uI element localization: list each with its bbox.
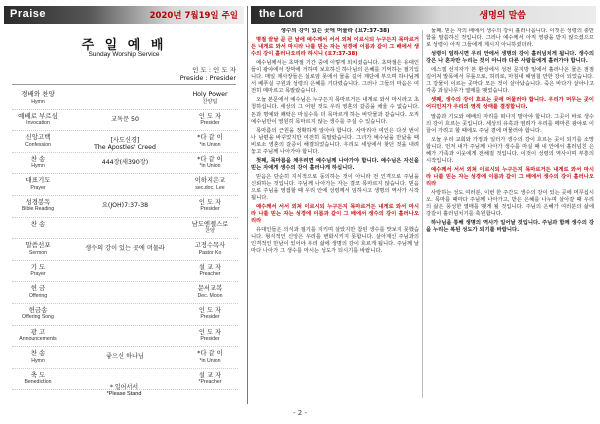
order-label xyxy=(12,91,64,106)
sermon-paragraph: 예수께서 서서 외쳐 이르시되 누구든지 목마르거든 내게로 와서 마시라 나를 믿는 자는 성경에 이름과 같이 그 배에서 생수의 강이 흘러나오리라 xyxy=(426,166,594,187)
stand-note-en: *Please Stand xyxy=(106,391,142,397)
sermon-column-right xyxy=(426,28,594,400)
order-row xyxy=(12,326,238,348)
sermon-paragraph: 목마름의 근원을 정확하게 알아야 합니다. 사마리아 여인은 다섯 번이나 남편을 바꾸었지만 여전히 목말랐습니다. 그녀가 예수님을 만났을 때 비로소 영혼의 갈증이 해결되었습니다. 우리도 세상에서 찾던 것을 내려놓고 주님께 나아가야 합니다. xyxy=(251,127,419,155)
sermon-paragraph: 오늘 본문에서 예수님은 누구든지 목마르거든 내게로 와서 마시라고 초청하십니다. 세상의 그 어떤 것도 우리 영혼의 갈증을 채울 수 없습니다. 돈과 명예와 쾌락은 마실수록 더 목마르게 하는 바닷물과 같습니다. 오직 예수님만이 영원히 목마르지 않는 생수를 주실 수 있습니다. xyxy=(251,97,419,125)
order-label xyxy=(12,285,64,300)
sermon-page xyxy=(251,6,596,406)
lord-label: the Lord xyxy=(259,8,303,20)
order-row xyxy=(12,196,238,218)
order-label-en: Offering xyxy=(28,292,48,299)
order-leader-ko: *다 같 이 xyxy=(197,155,223,163)
order-label xyxy=(12,199,64,214)
order-leader xyxy=(182,350,238,365)
order-leader-en: Presider xyxy=(200,314,220,321)
leader-en: Preside : Presider xyxy=(179,74,236,82)
order-leader-ko: 인 도 자 xyxy=(198,198,222,206)
sermon-paragraph: 둘째, 믿는 자의 배에서 생수의 강이 흘러나옵니다. 이것은 성령의 충만함을 말씀하신 것입니다. 그러나 예수께서 아직 영광을 받지 않으셨으므로 성령이 아직 그들에게 계시지 아니하셨더라. xyxy=(426,28,594,49)
order-label-en: Hymn xyxy=(31,163,45,170)
order-label xyxy=(12,177,64,192)
order-label-en: Offering Song xyxy=(22,314,54,321)
order-label-ko: 찬 송 xyxy=(30,219,46,228)
order-label-ko: 말씀선포 xyxy=(25,241,51,250)
order-row xyxy=(12,174,238,196)
order-label-en: Hymn xyxy=(31,98,45,105)
order-leader xyxy=(182,91,238,106)
order-row xyxy=(12,304,238,326)
order-label xyxy=(12,156,64,171)
order-leader-ko: 설 교 자 xyxy=(198,263,222,271)
order-row xyxy=(12,110,238,132)
order-label-ko: 헌금송 xyxy=(28,305,48,314)
sermon-paragraph: 예수님께서는 초막절 기간 중에 이렇게 외치셨습니다. 초막절은 유대인들이 광야에서 장막에 거하며 보호하신 하나님의 은혜를 기억하는 절기입니다. 매일 제사장들은 실로암 못에서 물을 길어 제단에 부으며 하나님께서 베푸실 구원과 성령의 은혜를 기다렸습니다. 그러나 그들의 마음은 여전히 메마르고 목말랐습니다. xyxy=(251,60,419,95)
order-leader-ko: 인 도 자 xyxy=(198,306,222,314)
order-leader-ko: *다 같 이 xyxy=(197,134,223,142)
praise-label: Praise xyxy=(10,8,47,20)
order-leader xyxy=(182,307,238,322)
page-number: - 2 - xyxy=(293,409,307,417)
order-leader xyxy=(182,221,238,236)
order-content: 좋으신 하나님 xyxy=(106,353,144,361)
order-row xyxy=(12,88,238,110)
order-leader-en: *in Union xyxy=(199,357,221,364)
order-leader-ko: 인 도 자 xyxy=(198,112,222,120)
order-label xyxy=(12,307,64,322)
order-label xyxy=(12,350,64,365)
order-leader-ko: 고정수목사 xyxy=(194,242,226,250)
sermon-paragraph: 사랑하는 성도 여러분, 이번 한 주간도 생수의 강이 있는 곳에 머무십시오. 목마를 때마다 주님께 나아가고, 받은 은혜를 나누며 살아갈 때 우리의 삶은 풍성한 열매를 맺게 될 것입니다. 주님의 은혜가 여러분의 삶에 강같이 흘러넘치기를 축원합니다. xyxy=(426,189,594,218)
order-leader xyxy=(182,329,238,344)
order-label xyxy=(12,221,64,229)
order-label-en: Confession xyxy=(25,141,51,148)
order-leader xyxy=(182,156,238,171)
order-leader-ko: Holy Power xyxy=(192,91,228,98)
order-label-ko: 축 도 xyxy=(30,370,46,379)
order-label-en: Sermon xyxy=(28,249,48,256)
order-content: 요(JOH)7:37-38 xyxy=(101,201,149,209)
sermon-paragraph: 믿음은 단순히 지식적으로 동의하는 것이 아니라 전 인격으로 주님을 신뢰하는 것입니다. 주님께 나아가는 자는 결코 목마르지 않습니다. 믿음으로 주님을 영접할 때 우리 안에 성령께서 임하시고 생명의 역사가 시작됩니다. xyxy=(251,173,419,202)
service-leader xyxy=(180,66,236,82)
order-leader-ko: 설 교 자 xyxy=(198,371,222,379)
worship-order-page xyxy=(4,6,244,406)
order-label-ko: 경배와 찬양 xyxy=(21,90,55,98)
order-leader xyxy=(182,177,238,192)
order-leader xyxy=(182,264,238,279)
order-leader-ko: 남도엔젤스로 xyxy=(191,220,229,228)
order-row xyxy=(12,347,238,369)
order-leader-en: 찬양 xyxy=(204,228,216,235)
order-label-ko: 찬 송 xyxy=(30,154,46,163)
order-row xyxy=(12,131,238,153)
order-row xyxy=(12,282,238,304)
order-leader xyxy=(182,285,238,300)
service-subtitle: Sunday Worship Service xyxy=(88,51,160,58)
order-leader xyxy=(182,242,238,257)
order-leader-en: *in Union xyxy=(199,141,221,148)
order-label-en: Hymn xyxy=(31,357,45,364)
order-leader-en: Presider xyxy=(200,120,220,127)
order-label-en: Invocation xyxy=(26,120,50,127)
order-leader xyxy=(182,113,238,128)
sermon-paragraph: 하나님을 통해 생명의 역사가 일어날 것입니다. 주님과 함께 생수의 강을 누리는 복된 성도가 되기를 바랍니다. xyxy=(426,220,594,234)
order-leader-en: Presider xyxy=(200,336,220,343)
order-label-ko: 신앙고백 xyxy=(25,133,51,142)
order-label xyxy=(12,113,64,128)
order-leader-ko: 문서교복 xyxy=(197,285,223,293)
sermon-passage: 생수의 강이 있는 곳에 머물라 (요7:37-38) xyxy=(280,28,390,34)
order-label-en: Prayer xyxy=(30,184,46,191)
service-title: 주 일 예 배 xyxy=(81,38,167,53)
title-divider xyxy=(12,84,236,85)
order-leader-en: *Preacher xyxy=(198,379,222,386)
stand-note xyxy=(4,384,244,398)
order-content: 생수의 강이 있는 곳에 머물라 xyxy=(85,245,165,253)
order-content: [사도신경] The Apostles' Creed xyxy=(94,137,156,152)
order-of-service xyxy=(12,88,238,390)
column-divider xyxy=(422,30,423,398)
sermon-paragraph: 말씀과 기도와 예배의 자리를 떠나지 말아야 합니다. 그곳이 바로 생수의 강이 흐르는 곳입니다. 세상의 유혹과 염려가 우리를 메마른 광야로 이끌어 가려고 할 때에도 주님 곁에 머물러야 합니다. xyxy=(426,113,594,134)
service-date: 2020년 7월19일 주일 xyxy=(149,11,238,21)
sermon-paragraph: 명절 끝날 곧 큰 날에 예수께서 서서 외쳐 이르시되 누구든지 목마르거든 내게로 와서 마시라 나를 믿는 자는 성경에 이름과 같이 그 배에서 생수의 강이 흘러나오리라 하시니 (요7:37-38) xyxy=(251,37,419,58)
sermon-paragraph: 예수께서 서서 외쳐 이르시되 누구든지 목마르거든 내게로 와서 마시라 나를 믿는 자는 성경에 이름과 같이 그 배에서 생수의 강이 흘러나오리라 xyxy=(251,204,419,225)
order-row xyxy=(12,153,238,175)
order-row xyxy=(12,261,238,283)
order-label-ko: 광 고 xyxy=(30,327,46,336)
order-label-ko: 예배로 부르심 xyxy=(18,111,58,120)
praise-header xyxy=(4,6,244,24)
order-label-ko: 찬 송 xyxy=(30,349,46,358)
order-leader-ko: *다 같 이 xyxy=(197,350,223,358)
order-label-en: Prayer xyxy=(30,271,46,278)
order-leader-en: Preacher xyxy=(199,271,221,278)
page-divider xyxy=(247,6,248,404)
order-label-ko: 헌 금 xyxy=(30,284,46,293)
order-label-ko: 기 도 xyxy=(30,262,46,271)
order-leader-en: sec.doc. Lee xyxy=(195,184,225,191)
order-leader xyxy=(182,199,238,214)
order-leader-ko: 이하지은교 xyxy=(194,177,226,185)
sermon-paragraph: 유대인들은 의식과 절기를 지키며 살았지만 참된 생수를 맛보지 못했습니다. 형식적인 신앙은 우리를 변화시키지 못합니다. 살아계신 주님과의 인격적인 만남이 있어야 우리 삶에 생명의 강이 흐르게 됩니다. 주님께 날마다 나아가 그 생수를 마시는 성도가 되시기를 바랍니다. xyxy=(251,227,419,255)
stand-note-ko: * 일어서서 xyxy=(109,384,139,391)
order-leader-ko: 인 도 자 xyxy=(198,328,222,336)
order-leader-en: Presider xyxy=(200,206,220,213)
order-leader-en: Pastor Ko xyxy=(198,249,222,256)
order-label xyxy=(12,134,64,149)
sermon-paragraph: 성령이 임하시면 우리 안에서 생명의 강이 흘러넘치게 됩니다. 생수의 강은 나 혼자만 누리는 것이 아니라 다른 사람들에게 흘러가야 합니다. xyxy=(426,51,594,65)
sermon-section-title: 생명의 말씀 xyxy=(479,11,526,21)
order-leader-en: Dec. Moon xyxy=(197,292,223,299)
lord-header xyxy=(251,6,596,24)
order-label xyxy=(12,329,64,344)
order-leader-en: 찬양팀 xyxy=(202,98,218,105)
sermon-paragraph: 셋째, 생수의 강이 흐르는 곳에 머물러야 합니다. 우리가 머무는 곳이 어디인지가 우리의 영적 상태를 결정합니다. xyxy=(426,97,594,111)
order-label-en: Bible Reading xyxy=(21,206,55,213)
order-leader-en: *in Union xyxy=(199,163,221,170)
order-row xyxy=(12,218,238,240)
sermon-paragraph: 오늘 우리 교회와 가정과 일터가 생수의 강이 흐르는 곳이 되기를 소망합니다. 먼저 내가 주님께 나아가 생수를 마실 때 내 안에서 흘러넘친 은혜가 가족과 이웃에게 전해질 것입니다. 이것이 성령의 역사이며 부흥의 시작입니다. xyxy=(426,136,594,164)
order-content: 교독문 50 xyxy=(111,115,139,123)
order-content: 444장(새390장) xyxy=(101,158,149,166)
order-row xyxy=(12,239,238,261)
order-label-ko: 대표기도 xyxy=(25,176,51,185)
sermon-column-left xyxy=(251,28,419,400)
sermon-paragraph: 첫째, 목마름을 채우려면 예수님께 나아가야 합니다. 예수님은 자신을 믿는 자에게 생수의 강이 흘러나게 하십니다. xyxy=(251,157,419,171)
order-label-en: Announcements xyxy=(19,336,57,343)
order-leader xyxy=(182,134,238,149)
order-label-ko: 성경봉독 xyxy=(25,197,51,206)
order-label xyxy=(12,264,64,279)
order-label-en: Benediction xyxy=(24,379,52,386)
sermon-paragraph: 에스겔 선지자가 본 환상에서 성전 문지방 밑에서 흘러나온 물은 점점 깊어져 발목에서 무릎으로, 허리로, 마침내 헤엄칠 만한 강이 되었습니다. 그 강물이 이르는 곳마다 모든 것이 살아났습니다. 죽은 바다가 살아나고 각종 과실나무가 열매를 맺었습니다. xyxy=(426,67,594,95)
order-label xyxy=(12,242,64,257)
leader-ko: 인 도 : 인 도 자 xyxy=(192,66,236,74)
